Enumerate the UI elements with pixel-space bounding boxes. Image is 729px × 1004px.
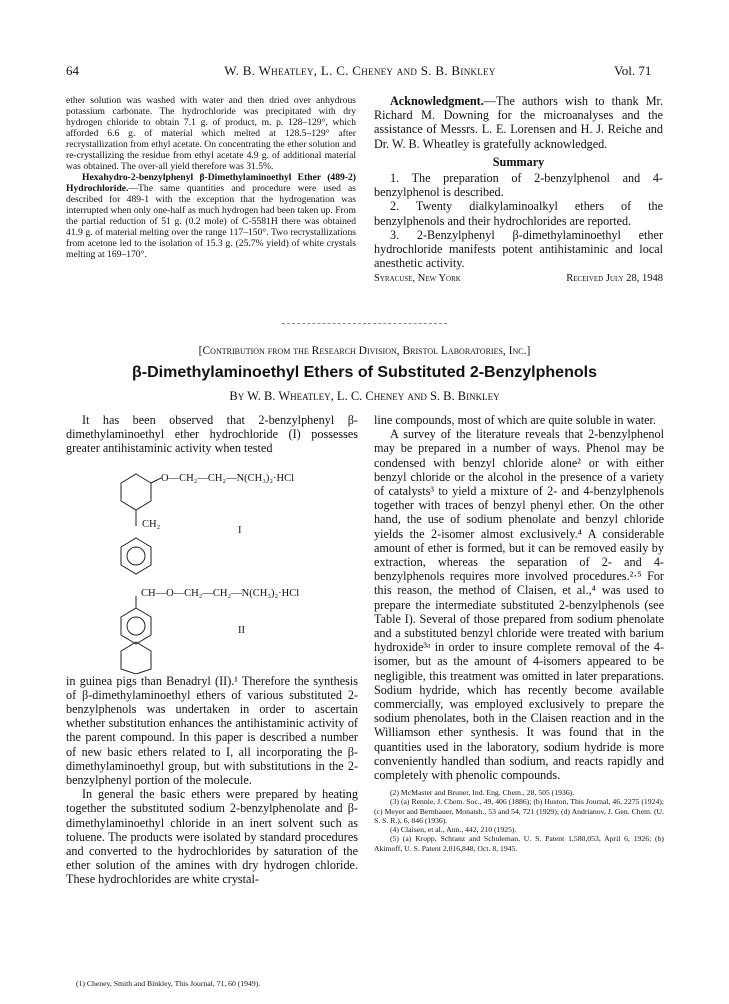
prev-article-right bbox=[374, 94, 663, 286]
benzene-ring-icon bbox=[121, 474, 151, 510]
page-number: 64 bbox=[66, 63, 79, 78]
article-title: β-Dimethylaminoethyl Ethers of Substituted 2-Benzylphenols bbox=[132, 364, 597, 381]
structure-chain: CH—O—CH₂—CH₂—N(CH₃)₂·HCl bbox=[141, 587, 300, 599]
footnote: (5) (a) Kropp, Schranz and Schuleman, U. S. Patent 1,580,053, April 6, 1926; (b) Akimoff, U. S. Patent 2,016,848, Oct. 8, 1945. bbox=[374, 834, 664, 853]
section-heading: Hexahydro-2-benzylphenyl β-Dimethylaminoethyl Ether (489-2) Hydrochloride. bbox=[66, 172, 356, 194]
running-title: W. B. Wheatley, L. C. Cheney and S. B. Binkley bbox=[224, 63, 496, 78]
received-date: Received July 28, 1948 bbox=[566, 273, 663, 285]
byline: By W. B. Wheatley, L. C. Cheney and S. B. Binkley bbox=[229, 389, 500, 403]
benzene-ring-icon bbox=[121, 608, 151, 644]
location: Syracuse, New York bbox=[374, 273, 461, 285]
acknowledgment-heading: Acknowledgment. bbox=[390, 94, 484, 108]
volume: Vol. 71 bbox=[614, 63, 652, 78]
separator-rule bbox=[282, 323, 447, 324]
summary-item: 1. The preparation of 2-benzylphenol and 4-benzylphenol is described. bbox=[374, 171, 663, 200]
footnote: (4) Claisen, et al., Ann., 442, 210 (1925). bbox=[390, 825, 517, 835]
summary-item: 2. Twenty dialkylaminoalkyl ethers of the benzylphenols and their hydrochlorides are reported. bbox=[374, 199, 663, 228]
summary-title: Summary bbox=[492, 154, 545, 169]
footnote: (1) Cheney, Smith and Binkley, This Journal, 71, 60 (1949). bbox=[76, 979, 261, 988]
summary-item: 3. 2-Benzylphenyl β-dimethylaminoethyl ether hydrochloride manifests potent antihistaminic and local anesthetic activity. bbox=[374, 227, 663, 271]
footnotes bbox=[374, 788, 664, 852]
benzene-ring-icon bbox=[121, 642, 151, 674]
right-column bbox=[374, 413, 664, 853]
paragraph: In general the basic ethers were prepared by heating together the substituted sodium 2-benzylphenolate and β-dimethylaminoethyl chloride in an inert solvent such as toluene. The products were isolated by standard procedures and converted to the hydrochlorides by saturation of the ether solution of the amines with dry hydrogen chloride. These hydrochlorides are white crystal- bbox=[66, 787, 358, 887]
footnote: (3) (a) Rennie, J. Chem. Soc., 49, 406 (1886); (b) Huston, This Journal, 46, 2275 (1924); (c) Meyer and Bernhauer, Monatsh., 53 and 54, 721 (1929); (d) Andrianov, J. Gen. Chem. (U. S. S. R.), 6, 846 (1936). bbox=[374, 797, 664, 825]
paragraph: ether solution was washed with water and then dried over anhydrous potassium carbonate. The hydrochloride was precipitated with dry hydrogen chloride to obtain 7.1 g. of product, m. p. 128–129°, which afforded 6.6 g. of material which melted at 128.5–129° after recrystallization from ethyl acetate. On concentrating the ether solution and re-crystallizing the residue from ethyl acetate 4.9 g. of additional material was obtained. The over-all yield therefore was 31.5%. bbox=[66, 95, 356, 172]
contribution-line: [Contribution from the Research Division, Bristol Laboratories, Inc.] bbox=[198, 345, 531, 357]
paragraph: It has been observed that 2-benzylphenyl β-dimethylaminoethyl ether hydrochloride (I) possesses greater antihistaminic activity when tested bbox=[66, 413, 358, 456]
benzene-ring-icon bbox=[121, 538, 151, 574]
structure-figures bbox=[66, 456, 358, 674]
paragraph: —The same quantities and procedure were used as described for 489-1 with the exception that the hydrogenation was interrupted when only one-half as much hydrogen had been taken up. From the partial reduction of 51 g. (0.2 mole) of C-5581H there was obtained 41.9 g. of material melting over the range 117–150°. Two recrystallizations from acetone led to the isolation of 15.3 g. (25.7% yield) of white crystals melting at 169–170°. bbox=[66, 183, 356, 260]
prev-article-left bbox=[66, 95, 356, 260]
structure-ch2: CH₂ bbox=[142, 518, 161, 530]
paragraph: in guinea pigs than Benadryl (II).¹ Therefore the synthesis of β-dimethylaminoethyl ethers of various substituted 2-benzylphenols was undertaken in order to ascertain whether substitution enhances the antihistaminic activity of the parent compound. In this paper is described a number of new basic ethers related to I, all incorporating the β-dimethylaminoethyl group, but with substitutions in the 2-benzylphenyl portion of the molecule. bbox=[66, 673, 358, 788]
chemical-structures bbox=[66, 456, 358, 674]
left-column bbox=[66, 413, 358, 887]
paragraph: —The authors wish to thank Mr. Richard M. Downing for the microanalyses and the assistance of Messrs. L. E. Lorensen and H. J. Reiche and Dr. W. B. Wheatley is gratefully acknowledged. bbox=[374, 94, 663, 151]
structure-chain: O—CH₂—CH₂—N(CH₃)₂·HCl bbox=[161, 472, 295, 484]
structure-label: II bbox=[238, 624, 245, 636]
footnote: (2) McMaster and Bruner, Ind. Eng. Chem., 28, 505 (1936). bbox=[390, 788, 575, 798]
paragraph: line compounds, most of which are quite soluble in water. bbox=[374, 413, 656, 427]
structure-label: I bbox=[238, 524, 242, 536]
paragraph: A survey of the literature reveals that 2-benzylphenol may be prepared in a number of ways. Phenol may be condensed with benzyl chloride alone² or with either benzyl chloride or the alcohol in the presence of a variety of catalysts³ to yield a mixture of 2- and 4-benzylphenols together with traces of benzyl phenyl ether. On the other hand, the use of sodium phenolate and benzyl chloride yields the 2-isomer almost exclusively.⁴ A considerable amount of ether is formed, but it can be removed easily by extraction, whereas the separation of 2- and 4-benzylphenols requires more involved procedures.²·⁵ For this reason, the method of Claisen, et al.,⁴ was used to prepare the intermediate substituted 2-benzylphenols (see Table I). Several of those prepared from sodium phenolate and a substituted benzyl chloride were treated with barium hydroxide³ᵃ in order to insure complete removal of the 4-isomer, but as the amount of 4-isomers appeared to be negligible, this treatment was omitted in later preparations. Sodium hydride, which has recently become available commercially, was employed exclusively to prepare the sodium phenolates, both in the Claisen reaction and in the Williamson ether synthesis. It was found that in the quantities used in the laboratory, sodium hydride is more conveniently handled than sodium, and reacts rapidly and completely with phenolic compounds. bbox=[374, 427, 664, 783]
